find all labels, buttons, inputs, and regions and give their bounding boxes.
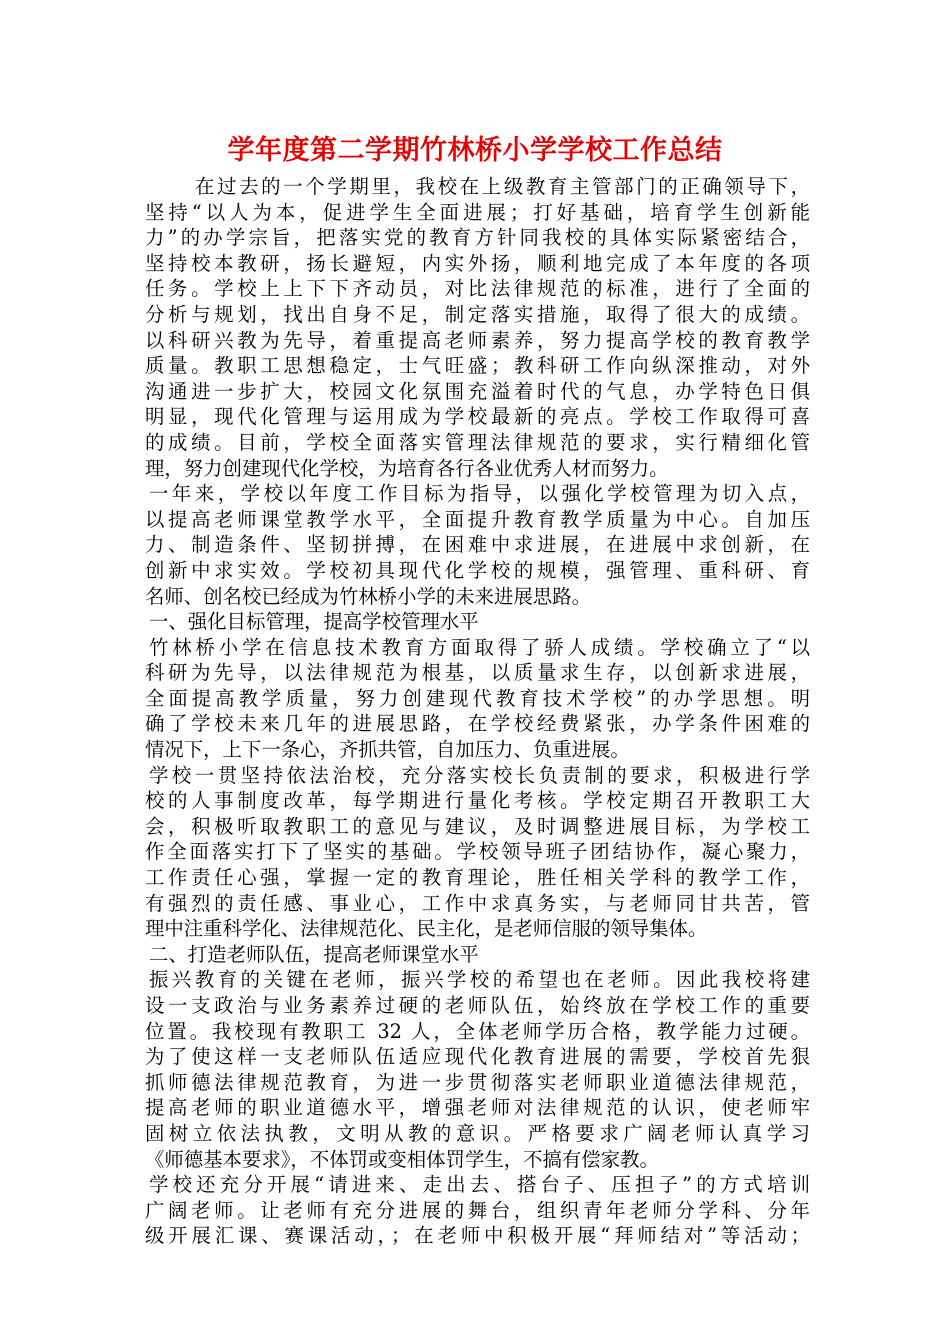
text-line: 作全面落实打下了坚实的基础。学校领导班子团结协作，凝心聚力，: [145, 840, 810, 864]
text-line: 情况下，上下一条心，齐抓共管，自加压力、负重进展。: [145, 738, 630, 762]
text-line: 以科研兴教为先导，着重提高老师素养，努力提高学校的教育教学: [145, 328, 810, 352]
text-line: 坚持校本教研，扬长避短，内实外扬，顺利地完成了本年度的各项: [145, 251, 810, 275]
text-line: 名师、创名校已经成为竹林桥小学的未来进展思路。: [145, 584, 591, 608]
text-line: 分析与规划，找出自身不足，制定落实措施，取得了很大的成绩。: [145, 302, 810, 326]
text-line: 坚持“以人为本，促进学生全面进展；打好基础，培育学生创新能: [145, 200, 810, 224]
text-line: 任务。学校上上下下齐动员，对比法律规范的标准，进行了全面的: [145, 277, 810, 301]
text-line: 《师德基本要求》，不体罚或变相体罚学生，不搞有偿家教。: [145, 1147, 659, 1171]
text-line: 有强烈的责任感、事业心，工作中求真务实，与老师同甘共苦，管: [145, 891, 810, 915]
text-line: 广阔老师。让老师有充分进展的舞台，组织青年老师分学科、分年: [145, 1198, 810, 1222]
text-line: 会，积极听取教职工的意见与建议，及时调整进展目标，为学校工: [145, 814, 810, 838]
text-line: 全面提高教学质量，努力创建现代教育技术学校”的办学思想。明: [145, 686, 810, 710]
text-line: 学校还充分开展“请进来、走出去、搭台子、压担子”的方式培训: [149, 1173, 810, 1197]
text-line: 一年来，学校以年度工作目标为指导，以强化学校管理为切入点，: [149, 482, 810, 506]
text-line: 竹林桥小学在信息技术教育方面取得了骄人成绩。学校确立了“以: [149, 635, 810, 659]
text-line: 在过去的一个学期里，我校在上级教育主管部门的正确领导下，: [195, 175, 810, 198]
text-line: 理，努力创建现代化学校，为培育各行各业优秀人材而努力。: [145, 456, 669, 480]
text-line: 科研为先导，以法律规范为根基，以质量求生存，以创新求进展，: [145, 661, 810, 685]
document-title: 学年度第二学期竹林桥小学学校工作总结: [227, 135, 723, 166]
text-line: 学校一贯坚持依法治校，充分落实校长负责制的要求，积极进行学: [149, 763, 810, 787]
text-line: 质量。教职工思想稳定，士气旺盛；教科研工作向纵深推动，对外: [145, 354, 810, 378]
text-line: 设一支政治与业务素养过硬的老师队伍，始终放在学校工作的重要: [145, 994, 810, 1017]
text-line: 级开展汇课、赛课活动，；在老师中积极开展“拜师结对”等活动；: [145, 1224, 810, 1248]
text-line: 理中注重科学化、法律规范化、民主化，是老师信服的领导集体。: [145, 917, 708, 941]
text-line: 的成绩。目前，学校全面落实管理法律规范的要求，实行精细化管: [145, 430, 810, 454]
text-line: 位置。我校现有教职工 32 人，全体老师学历合格，教学能力过硬。: [145, 1019, 810, 1043]
text-line: 力、制造条件、坚韧拼搏，在困难中求进展，在进展中求创新，在: [145, 533, 810, 557]
text-line: 一、强化目标管理，提高学校管理水平: [149, 610, 479, 634]
text-line: 提高老师的职业道德水平，增强老师对法律规范的认识，使老师牢: [145, 1096, 810, 1120]
text-line: 抓师德法律规范教育，为进一步贯彻落实老师职业道德法律规范，: [145, 1070, 810, 1094]
text-line: 确了学校未来几年的进展思路，在学校经费紧张，办学条件困难的: [145, 712, 810, 736]
text-line: 创新中求实效。学校初具现代化学校的规模，强管理、重科研、育: [145, 558, 810, 582]
text-line: 工作责任心强，掌握一定的教育理论，胜任相关学科的教学工作，: [145, 866, 810, 890]
text-line: 沟通进一步扩大，校园文化氛围充溢着时代的气息，办学特色日俱: [145, 379, 810, 403]
text-line: 二、打造老师队伍，提高老师课堂水平: [149, 942, 479, 966]
text-line: 校的人事制度改革，每学期进行量化考核。学校定期召开教职工大: [145, 789, 810, 813]
text-line: 力”的办学宗旨，把落实党的教育方针同我校的具体实际紧密结合，: [145, 226, 810, 250]
text-line: 振兴教育的关键在老师，振兴学校的希望也在老师。因此我校将建: [149, 968, 810, 992]
document-body: [145, 174, 810, 1249]
text-line: 固树立依法执教，文明从教的意识。严格要求广阔老师认真学习: [145, 1121, 810, 1145]
text-line: 以提高老师课堂教学水平，全面提升教育教学质量为中心。自加压: [145, 507, 810, 531]
text-line: 明显，现代化管理与运用成为学校最新的亮点。学校工作取得可喜: [145, 405, 810, 429]
text-line: 为了使这样一支老师队伍适应现代化教育进展的需要，学校首先狠: [145, 1045, 810, 1069]
